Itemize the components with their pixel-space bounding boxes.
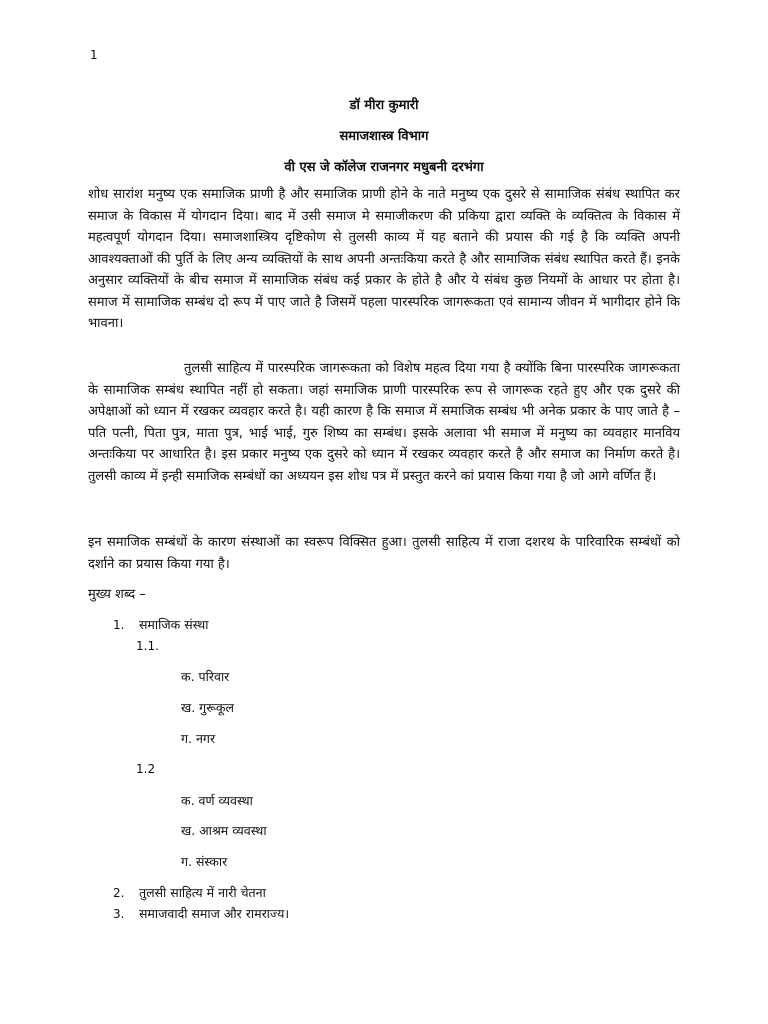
keyword-subitem: क. परिवार [181, 669, 230, 684]
keyword-label: समाजिक संस्था [138, 617, 209, 632]
abstract-paragraph-3: इन समाजिक सम्बंधों के कारण संस्थाओं का स्वरूप विक्सित हुआ। तुलसी साहित्य में राजा दशरथ के पारिवारिक सम्बंधों को दर्शाने का प्रयास किया गया है। [88, 535, 680, 572]
keyword-number: 3. [113, 907, 125, 921]
abstract-paragraph-1: शोध सारांश मनुष्य एक समाजिक प्राणी है और समाजिक प्राणी होने के नाते मनुष्य एक दुसरे से सामाजिक संबंध स्थापित कर समाज के विकास में योगदान दिया। बाद में उसी समाज मे समाजीकरण की प्रकिया द्वारा व्यक्ति के व्यक्तित्व के विकास में महत्वपूर्ण योगदान दिया। समाजशास्त्रिय दृष्टिकोण से तुलसी काव्य में यह बताने की प्रयास की गई है कि व्यक्ति अपनी आवश्यक्ताओं की पुर्ति के लिए अन्य व्यक्तियों के साथ अपनी अन्तःकिया करते है और सामाजिक संबंध स्थापित करते हैं। इनके अनुसार व्यक्तियों के बीच समाज में सामाजिक संबंध कई प्रकार के होते है और ये संबंध कुछ नियमों के आधार पर होता है। समाज में सामाजिक सम्बंध दो रूप में पाए जाते है जिसमें पहला पारस्परिक जागरूकता एवं सामान्य जीवन में भागीदार होने कि भावना। [88, 187, 680, 331]
keyword-number: 1. [113, 618, 125, 632]
page-number: 1 [90, 48, 98, 62]
author-name: डॉ मीरा कुमारी [349, 98, 419, 113]
keyword-item [113, 905, 289, 922]
college-name: वी एस जे कॉलेज राजनगर मधुबनी दरभंगा [284, 160, 484, 175]
keyword-item [113, 616, 209, 633]
keyword-label: तुलसी साहित्य में नारी चेतना [138, 885, 266, 900]
keyword-subgroup-label: 1.2 [136, 762, 156, 776]
abstract-paragraph-2: तुलसी साहित्य में पारस्परिक जागरूकता को विशेष महत्व दिया गया है क्योंकि बिना पारस्परिक जागरूकता के सामाजिक सम्बंध स्थापित नहीं हो सकता। जहां समाजिक प्राणी पारस्परिक रूप से जागरूक रहते हुए और एक दुसरे की अपेक्षाओं को ध्यान में रखकर व्यवहार करते है। यही कारण है कि समाज में समाजिक सम्बंध भी अनेक प्रकार के पाए जाते है – पति पत्नी, पिता पुत्र, माता पुत्र, भाई भाई, गुरु शिष्य का सम्बंध। इसके अलावा भी समाज में मनुष्य का व्यवहार मानविय अन्तःकिया पर आधारित है। इस प्रकार मनुष्य एक दुसरे को ध्यान में रखकर व्यवहार करते है और समाज का निर्माण करते है। तुलसी काव्य में इन्ही समाजिक सम्बंधों का अध्ययन इस शोध पत्र में प्रस्तुत करने कां प्रयास किया गया है जो आगे वर्णित हैं। [88, 361, 680, 484]
keywords-heading: मुख्य शब्द – [88, 587, 146, 602]
keyword-label: समाजवादी समाज और रामराज्य। [138, 906, 290, 921]
keyword-subitem: ग. नगर [181, 731, 216, 746]
department-name: समाजशास्त्र विभाग [339, 129, 429, 144]
keyword-subitem: ख. गुरूकूल [181, 700, 234, 715]
keyword-subitem: ख. आश्रम व्यवस्था [181, 823, 267, 838]
keyword-item [113, 884, 266, 901]
keyword-subgroup-label: 1.1. [136, 639, 159, 653]
keyword-subitem: क. वर्ण व्यवस्था [181, 793, 253, 808]
keyword-number: 2. [113, 886, 125, 900]
keyword-subitem: ग. संस्कार [181, 854, 228, 869]
